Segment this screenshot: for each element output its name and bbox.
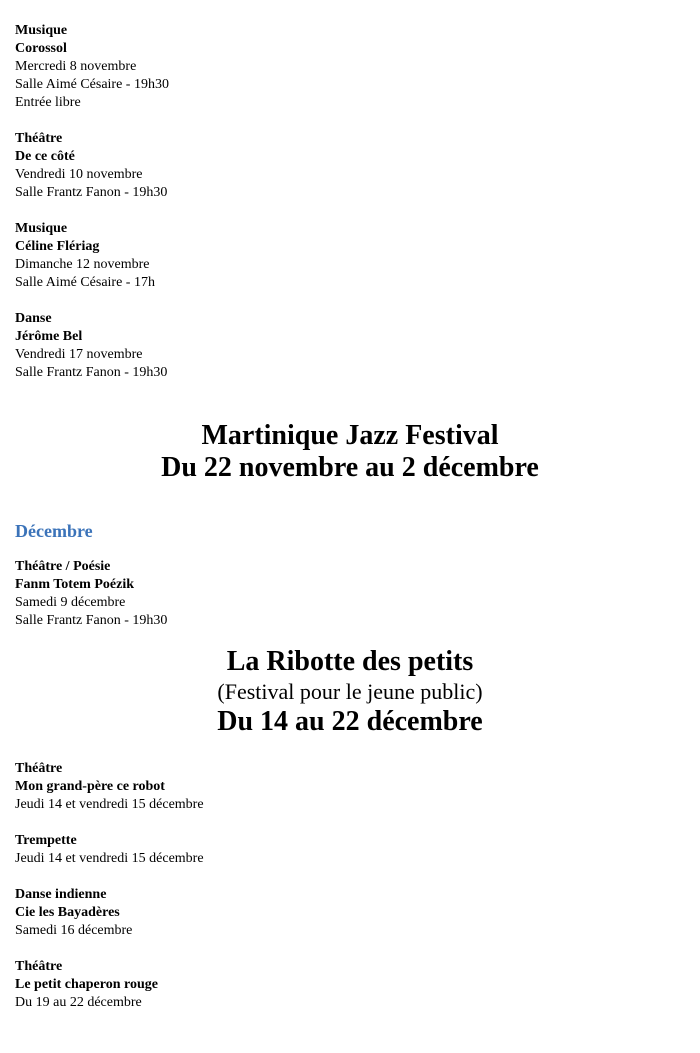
event-venue: Salle Frantz Fanon - 19h30 — [15, 613, 168, 628]
event-date: Jeudi 14 et vendredi 15 décembre — [15, 797, 204, 812]
event-jerome-bel — [15, 310, 685, 382]
event-trempette — [15, 832, 685, 868]
event-category: Musique — [15, 221, 68, 236]
jazz-festival-banner — [15, 420, 685, 484]
event-category: Danse — [15, 311, 52, 326]
event-bayaderes — [15, 886, 685, 940]
event-title: Corossol — [15, 41, 67, 56]
event-date: Samedi 16 décembre — [15, 923, 133, 938]
event-date: Mercredi 8 novembre — [15, 59, 137, 74]
event-date: Dimanche 12 novembre — [15, 257, 150, 272]
ribotte-banner — [15, 646, 685, 738]
event-venue: Salle Frantz Fanon - 19h30 — [15, 365, 168, 380]
event-date: Vendredi 10 novembre — [15, 167, 143, 182]
event-category: Théâtre / Poésie — [15, 559, 111, 574]
event-title: Cie les Bayadères — [15, 905, 120, 920]
jazz-festival-dates: Du 22 novembre au 2 décembre — [161, 452, 539, 483]
event-category: Danse indienne — [15, 887, 107, 902]
event-title: Mon grand-père ce robot — [15, 779, 165, 794]
event-title: Trempette — [15, 833, 77, 848]
month-heading: Décembre — [15, 521, 93, 541]
event-category: Musique — [15, 23, 68, 38]
event-category: Théâtre — [15, 959, 63, 974]
event-title: Céline Flériag — [15, 239, 100, 254]
event-date: Samedi 9 décembre — [15, 595, 126, 610]
event-title: De ce côté — [15, 149, 75, 164]
event-title: Le petit chaperon rouge — [15, 977, 158, 992]
event-fanm-totem — [15, 558, 685, 630]
ribotte-dates: Du 14 au 22 décembre — [217, 706, 483, 737]
event-date: Jeudi 14 et vendredi 15 décembre — [15, 851, 204, 866]
event-petit-chaperon-rouge — [15, 958, 685, 1012]
event-mon-grand-pere — [15, 760, 685, 814]
jazz-festival-title: Martinique Jazz Festival — [201, 420, 499, 451]
event-celine-fleriag — [15, 220, 685, 292]
ribotte-title: La Ribotte des petits — [226, 646, 474, 677]
event-title: Jérôme Bel — [15, 329, 83, 344]
ribotte-subtitle: (Festival pour le jeune public) — [217, 679, 483, 704]
event-category: Théâtre — [15, 131, 63, 146]
event-date: Vendredi 17 novembre — [15, 347, 143, 362]
event-date: Du 19 au 22 décembre — [15, 995, 142, 1010]
event-corossol — [15, 22, 685, 112]
event-category: Théâtre — [15, 761, 63, 776]
event-de-ce-cote — [15, 130, 685, 202]
event-venue: Salle Frantz Fanon - 19h30 — [15, 185, 168, 200]
event-title: Fanm Totem Poézik — [15, 577, 134, 592]
event-note: Entrée libre — [15, 95, 81, 110]
event-venue: Salle Aimé Césaire - 17h — [15, 275, 155, 290]
event-venue: Salle Aimé Césaire - 19h30 — [15, 77, 169, 92]
